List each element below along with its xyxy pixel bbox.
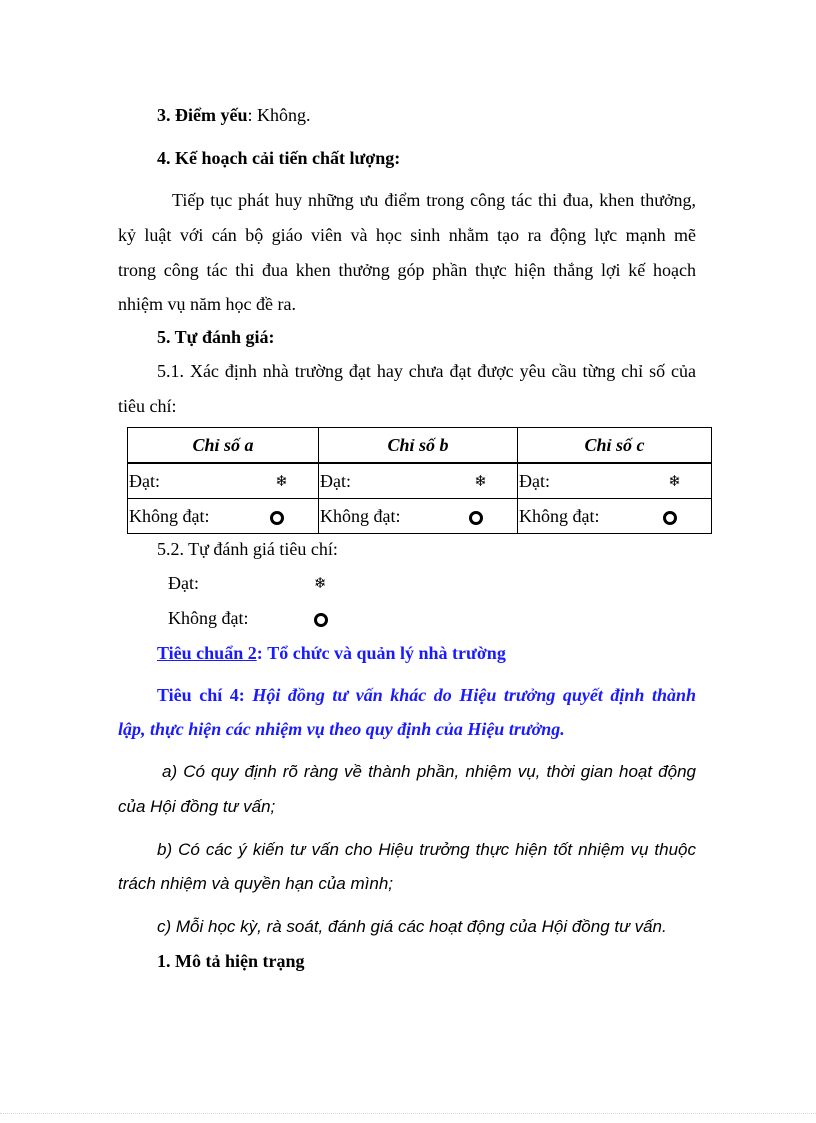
item-b-line-2: trách nhiệm và quyền hạn của mình; — [118, 874, 393, 893]
cell-label: Đạt: — [129, 471, 160, 491]
snowflake-icon: ❄ — [474, 472, 487, 490]
cell-label: Không đạt: — [519, 506, 600, 526]
overall-not-achieved-label: Không đạt: — [168, 608, 249, 628]
self-eval-q2: 5.2. Tự đánh giá tiêu chí: — [157, 539, 338, 559]
standard-colon: : — [256, 643, 263, 663]
plan-line-2: kỷ luật với cán bộ giáo viên và học sinh nhằm tạo ra động lực mạnh mẽ — [118, 225, 696, 245]
plan-line-1: Tiếp tục phát huy những ưu điểm trong công tác thi đua, khen thưởng, — [172, 190, 696, 210]
table-row-not-achieved — [128, 499, 712, 534]
standard-heading — [157, 642, 506, 664]
cell-label: Đạt: — [320, 471, 351, 491]
self-eval-heading: 5. Tự đánh giá: — [157, 327, 275, 347]
item-a-line-1: a) Có quy định rõ ràng về thành phần, nhiệm vụ, thời gian hoạt động — [162, 762, 696, 781]
criterion-line-1 — [157, 684, 696, 706]
header-index-a: Chỉ số a — [128, 428, 319, 464]
snowflake-icon: ❄ — [275, 472, 288, 490]
header-index-b: Chỉ số b — [319, 428, 518, 464]
snowflake-icon: ❄ — [668, 472, 681, 490]
ring-icon — [469, 511, 483, 525]
self-eval-q1-line-2: tiêu chí: — [118, 396, 177, 416]
weakness-line — [157, 104, 310, 126]
overall-achieved-label: Đạt: — [168, 573, 199, 593]
page-bottom-divider — [0, 1113, 816, 1114]
cell-label: Không đạt: — [129, 506, 210, 526]
criterion-title-1: Hội đồng tư vấn khác do Hiệu trưởng quyết định thành — [252, 685, 697, 705]
plan-heading: 4. Kế hoạch cải tiến chất lượng: — [157, 148, 401, 168]
standard-label: Tiêu chuẩn 2 — [157, 643, 257, 663]
ring-icon — [663, 511, 677, 525]
ring-icon — [314, 613, 328, 627]
ring-icon — [270, 511, 284, 525]
item-a-line-2: của Hội đồng tư vấn; — [118, 797, 276, 816]
weakness-text: : Không. — [247, 105, 311, 125]
header-index-c: Chỉ số c — [518, 428, 712, 464]
weakness-label: 3. Điểm yếu — [157, 105, 248, 125]
plan-line-3: trong công tác thi đua khen thưởng góp phần thực hiện thắng lợi kế hoạch — [118, 260, 696, 280]
criterion-label: Tiêu chí 4: — [157, 685, 245, 705]
self-eval-q1-line-1: 5.1. Xác định nhà trường đạt hay chưa đạt được yêu cầu từng chỉ số của — [157, 361, 696, 381]
table-header-row — [128, 428, 712, 464]
table-row-achieved — [128, 463, 712, 499]
item-c: c) Mỗi học kỳ, rà soát, đánh giá các hoạt động của Hội đồng tư vấn. — [157, 917, 667, 936]
criterion-title-2: lập, thực hiện các nhiệm vụ theo quy định của Hiệu trưởng. — [118, 719, 565, 739]
item-b-line-1: b) Có các ý kiến tư vấn cho Hiệu trưởng thực hiện tốt nhiệm vụ thuộc — [157, 840, 696, 859]
cell-label: Không đạt: — [320, 506, 401, 526]
cell-label: Đạt: — [519, 471, 550, 491]
current-state-heading: 1. Mô tả hiện trạng — [157, 951, 305, 971]
standard-title: Tổ chức và quản lý nhà trường — [267, 643, 506, 663]
snowflake-icon: ❄ — [314, 574, 327, 592]
criteria-table — [127, 427, 712, 534]
plan-line-4: nhiệm vụ năm học đề ra. — [118, 294, 296, 314]
